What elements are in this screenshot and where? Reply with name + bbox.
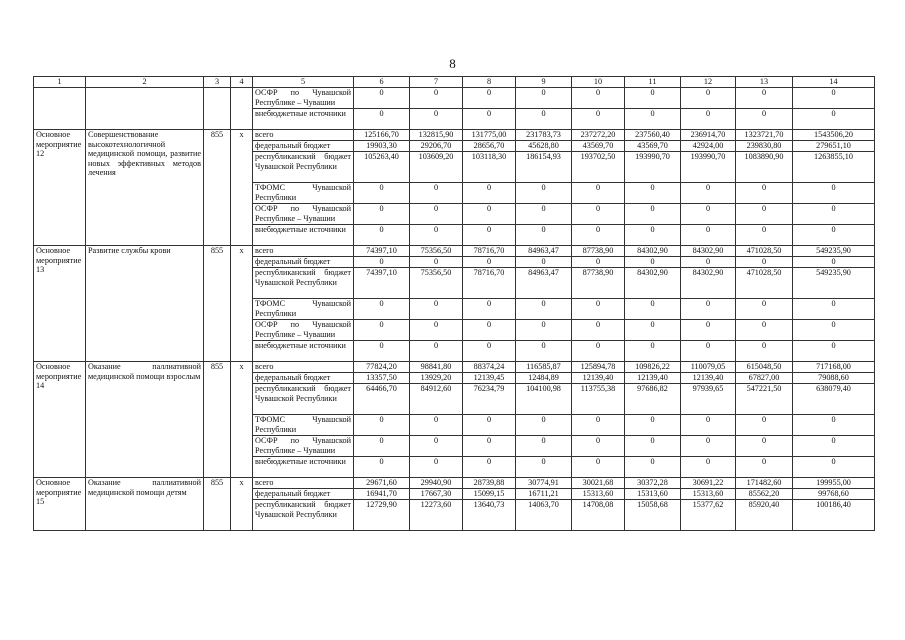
name-cell: Совершенствование высокотехнологичной медицинской помощи, развитие новых эффективных методов лечения xyxy=(86,130,204,246)
column-header: 11 xyxy=(625,77,681,88)
column-header: 3 xyxy=(204,77,231,88)
column-header: 6 xyxy=(354,77,410,88)
table-row xyxy=(34,478,875,489)
value-cell: 0 xyxy=(410,204,463,225)
value-cell: 1323721,70 xyxy=(736,130,793,141)
value-cell: 0 xyxy=(681,436,736,457)
value-cell: 0 xyxy=(793,109,875,130)
table-row xyxy=(34,88,875,109)
value-cell: 0 xyxy=(516,257,572,268)
code-cell: 855 xyxy=(204,478,231,531)
value-cell: 239830,80 xyxy=(736,141,793,152)
value-cell: 0 xyxy=(736,436,793,457)
value-cell: 104100,98 xyxy=(516,384,572,415)
value-cell: 13357,50 xyxy=(354,373,410,384)
value-cell: 99768,60 xyxy=(793,489,875,500)
code-cell: 855 xyxy=(204,130,231,246)
value-cell: 0 xyxy=(681,109,736,130)
value-cell: 15058,68 xyxy=(625,500,681,531)
value-cell: 0 xyxy=(410,320,463,341)
value-cell: 29206,70 xyxy=(410,141,463,152)
value-cell: 0 xyxy=(625,457,681,478)
value-cell: 186154,93 xyxy=(516,152,572,183)
value-cell: 0 xyxy=(463,225,516,246)
value-cell: 14708,08 xyxy=(572,500,625,531)
value-cell: 13929,20 xyxy=(410,373,463,384)
value-cell: 0 xyxy=(572,457,625,478)
funding-source: ОСФР по Чувашской Республике – Чувашии xyxy=(253,436,354,457)
measure-cell: Основное мероприятие 15 xyxy=(34,478,86,531)
value-cell: 15099,15 xyxy=(463,489,516,500)
value-cell: 0 xyxy=(793,457,875,478)
value-cell: 171482,60 xyxy=(736,478,793,489)
value-cell: 0 xyxy=(681,88,736,109)
x-cell: x xyxy=(231,130,253,246)
value-cell: 0 xyxy=(572,225,625,246)
value-cell: 0 xyxy=(681,204,736,225)
value-cell: 0 xyxy=(793,257,875,268)
value-cell: 0 xyxy=(463,320,516,341)
value-cell: 0 xyxy=(572,109,625,130)
value-cell: 12139,45 xyxy=(463,373,516,384)
value-cell: 0 xyxy=(793,88,875,109)
value-cell: 84912,60 xyxy=(410,384,463,415)
budget-table xyxy=(33,76,875,531)
value-cell: 638079,40 xyxy=(793,384,875,415)
value-cell: 0 xyxy=(681,415,736,436)
value-cell: 193702,50 xyxy=(572,152,625,183)
column-header: 13 xyxy=(736,77,793,88)
column-header: 8 xyxy=(463,77,516,88)
value-cell: 0 xyxy=(736,457,793,478)
value-cell: 12139,40 xyxy=(681,373,736,384)
value-cell: 0 xyxy=(681,320,736,341)
value-cell: 132815,90 xyxy=(410,130,463,141)
value-cell: 0 xyxy=(516,109,572,130)
value-cell: 0 xyxy=(625,436,681,457)
value-cell: 19903,30 xyxy=(354,141,410,152)
value-cell: 64466,70 xyxy=(354,384,410,415)
code-cell xyxy=(204,88,231,130)
value-cell: 0 xyxy=(410,225,463,246)
value-cell: 78716,70 xyxy=(463,246,516,257)
funding-source: республиканский бюджет Чувашской Республики xyxy=(253,152,354,183)
value-cell: 43569,70 xyxy=(572,141,625,152)
funding-source: республиканский бюджет Чувашской Республики xyxy=(253,268,354,299)
value-cell: 0 xyxy=(736,257,793,268)
value-cell: 0 xyxy=(354,257,410,268)
value-cell: 717168,00 xyxy=(793,362,875,373)
value-cell: 97686,82 xyxy=(625,384,681,415)
value-cell: 0 xyxy=(410,183,463,204)
value-cell: 0 xyxy=(516,457,572,478)
value-cell: 0 xyxy=(572,204,625,225)
value-cell: 125894,78 xyxy=(572,362,625,373)
header-row xyxy=(34,77,875,88)
value-cell: 1543506,20 xyxy=(793,130,875,141)
value-cell: 0 xyxy=(516,204,572,225)
value-cell: 116585,87 xyxy=(516,362,572,373)
value-cell: 0 xyxy=(516,341,572,362)
value-cell: 42924,00 xyxy=(681,141,736,152)
name-cell: Оказание паллиативной медицинской помощи детям xyxy=(86,478,204,531)
value-cell: 0 xyxy=(410,341,463,362)
value-cell: 549235,90 xyxy=(793,268,875,299)
value-cell: 0 xyxy=(410,257,463,268)
value-cell: 85920,40 xyxy=(736,500,793,531)
funding-source: внебюджетные источники xyxy=(253,341,354,362)
value-cell: 0 xyxy=(625,299,681,320)
value-cell: 0 xyxy=(793,204,875,225)
value-cell: 0 xyxy=(354,415,410,436)
value-cell: 0 xyxy=(516,320,572,341)
value-cell: 0 xyxy=(463,341,516,362)
table-row xyxy=(34,362,875,373)
page-number: 8 xyxy=(449,56,456,71)
value-cell: 12729,90 xyxy=(354,500,410,531)
value-cell: 0 xyxy=(463,88,516,109)
column-header: 12 xyxy=(681,77,736,88)
value-cell: 131775,00 xyxy=(463,130,516,141)
code-cell: 855 xyxy=(204,246,231,362)
value-cell: 29940,90 xyxy=(410,478,463,489)
value-cell: 30691,22 xyxy=(681,478,736,489)
value-cell: 98841,80 xyxy=(410,362,463,373)
value-cell: 0 xyxy=(354,341,410,362)
code-cell: 855 xyxy=(204,362,231,478)
value-cell: 0 xyxy=(354,183,410,204)
value-cell: 549235,90 xyxy=(793,246,875,257)
measure-cell xyxy=(34,88,86,130)
value-cell: 0 xyxy=(736,415,793,436)
funding-source: внебюджетные источники xyxy=(253,109,354,130)
column-header: 2 xyxy=(86,77,204,88)
value-cell: 30021,68 xyxy=(572,478,625,489)
value-cell: 193990,70 xyxy=(625,152,681,183)
value-cell: 87738,90 xyxy=(572,268,625,299)
value-cell: 74397,10 xyxy=(354,268,410,299)
value-cell: 28656,70 xyxy=(463,141,516,152)
value-cell: 88374,24 xyxy=(463,362,516,373)
value-cell: 0 xyxy=(572,341,625,362)
value-cell: 0 xyxy=(463,457,516,478)
value-cell: 0 xyxy=(354,320,410,341)
value-cell: 84963,47 xyxy=(516,268,572,299)
value-cell: 43569,70 xyxy=(625,141,681,152)
funding-source: всего xyxy=(253,478,354,489)
column-header: 1 xyxy=(34,77,86,88)
funding-source: ОСФР по Чувашской Республике – Чувашии xyxy=(253,320,354,341)
value-cell: 103118,30 xyxy=(463,152,516,183)
value-cell: 471028,50 xyxy=(736,246,793,257)
value-cell: 16711,21 xyxy=(516,489,572,500)
value-cell: 28739,88 xyxy=(463,478,516,489)
value-cell: 77824,20 xyxy=(354,362,410,373)
value-cell: 0 xyxy=(572,320,625,341)
value-cell: 0 xyxy=(516,225,572,246)
value-cell: 0 xyxy=(463,183,516,204)
funding-source: всего xyxy=(253,246,354,257)
value-cell: 0 xyxy=(736,183,793,204)
table-row xyxy=(34,246,875,257)
value-cell: 0 xyxy=(681,299,736,320)
value-cell: 193990,70 xyxy=(681,152,736,183)
value-cell: 75356,50 xyxy=(410,268,463,299)
value-cell: 87738,90 xyxy=(572,246,625,257)
column-header: 5 xyxy=(253,77,354,88)
value-cell: 15313,60 xyxy=(625,489,681,500)
value-cell: 237272,20 xyxy=(572,130,625,141)
value-cell: 12139,40 xyxy=(572,373,625,384)
value-cell: 0 xyxy=(516,299,572,320)
funding-source: ТФОМС Чувашской Республики xyxy=(253,299,354,320)
name-cell: Оказание паллиативной медицинской помощи взрослым xyxy=(86,362,204,478)
value-cell: 67827,00 xyxy=(736,373,793,384)
value-cell: 0 xyxy=(410,88,463,109)
value-cell: 0 xyxy=(793,183,875,204)
value-cell: 0 xyxy=(516,183,572,204)
value-cell: 0 xyxy=(463,299,516,320)
value-cell: 0 xyxy=(572,88,625,109)
value-cell: 30372,28 xyxy=(625,478,681,489)
value-cell: 0 xyxy=(625,204,681,225)
value-cell: 0 xyxy=(625,415,681,436)
value-cell: 15313,60 xyxy=(572,489,625,500)
measure-cell: Основное мероприятие 14 xyxy=(34,362,86,478)
value-cell: 0 xyxy=(625,88,681,109)
value-cell: 0 xyxy=(572,183,625,204)
funding-source: республиканский бюджет Чувашской Республики xyxy=(253,500,354,531)
value-cell: 113755,38 xyxy=(572,384,625,415)
value-cell: 0 xyxy=(354,109,410,130)
value-cell: 84302,90 xyxy=(681,268,736,299)
value-cell: 0 xyxy=(516,88,572,109)
name-cell xyxy=(86,88,204,130)
value-cell: 0 xyxy=(625,320,681,341)
value-cell: 0 xyxy=(625,225,681,246)
value-cell: 1263855,10 xyxy=(793,152,875,183)
column-header: 7 xyxy=(410,77,463,88)
value-cell: 471028,50 xyxy=(736,268,793,299)
value-cell: 0 xyxy=(625,183,681,204)
value-cell: 84302,90 xyxy=(625,246,681,257)
value-cell: 0 xyxy=(572,257,625,268)
value-cell: 0 xyxy=(681,457,736,478)
funding-source: ОСФР по Чувашской Республике – Чувашии xyxy=(253,204,354,225)
value-cell: 0 xyxy=(410,415,463,436)
funding-source: ТФОМС Чувашской Республики xyxy=(253,183,354,204)
value-cell: 0 xyxy=(410,109,463,130)
value-cell: 85562,20 xyxy=(736,489,793,500)
value-cell: 0 xyxy=(736,299,793,320)
value-cell: 0 xyxy=(793,415,875,436)
value-cell: 0 xyxy=(736,341,793,362)
value-cell: 0 xyxy=(572,415,625,436)
value-cell: 0 xyxy=(463,415,516,436)
value-cell: 78716,70 xyxy=(463,268,516,299)
value-cell: 0 xyxy=(354,88,410,109)
value-cell: 231783,73 xyxy=(516,130,572,141)
value-cell: 0 xyxy=(736,225,793,246)
value-cell: 279651,10 xyxy=(793,141,875,152)
value-cell: 0 xyxy=(354,204,410,225)
value-cell: 0 xyxy=(793,341,875,362)
value-cell: 30774,91 xyxy=(516,478,572,489)
value-cell: 109826,22 xyxy=(625,362,681,373)
funding-source: всего xyxy=(253,130,354,141)
value-cell: 0 xyxy=(681,225,736,246)
value-cell: 14063,70 xyxy=(516,500,572,531)
value-cell: 0 xyxy=(516,415,572,436)
value-cell: 547221,50 xyxy=(736,384,793,415)
value-cell: 0 xyxy=(516,436,572,457)
name-cell: Развитие службы крови xyxy=(86,246,204,362)
funding-source: федеральный бюджет xyxy=(253,373,354,384)
funding-source: ТФОМС Чувашской Республики xyxy=(253,415,354,436)
funding-source: всего xyxy=(253,362,354,373)
funding-source: республиканский бюджет Чувашской Республики xyxy=(253,384,354,415)
value-cell: 79088,60 xyxy=(793,373,875,384)
value-cell: 12484,89 xyxy=(516,373,572,384)
value-cell: 0 xyxy=(793,299,875,320)
value-cell: 84302,90 xyxy=(681,246,736,257)
value-cell: 17667,30 xyxy=(410,489,463,500)
value-cell: 236914,70 xyxy=(681,130,736,141)
value-cell: 0 xyxy=(793,225,875,246)
value-cell: 237560,40 xyxy=(625,130,681,141)
value-cell: 15377,62 xyxy=(681,500,736,531)
table-row xyxy=(34,130,875,141)
value-cell: 0 xyxy=(736,204,793,225)
value-cell: 0 xyxy=(681,257,736,268)
funding-source: внебюджетные источники xyxy=(253,225,354,246)
x-cell: x xyxy=(231,478,253,531)
funding-source: внебюджетные источники xyxy=(253,457,354,478)
value-cell: 199955,00 xyxy=(793,478,875,489)
value-cell: 75356,50 xyxy=(410,246,463,257)
column-header: 9 xyxy=(516,77,572,88)
column-header: 10 xyxy=(572,77,625,88)
value-cell: 12139,40 xyxy=(625,373,681,384)
value-cell: 0 xyxy=(410,457,463,478)
value-cell: 0 xyxy=(463,204,516,225)
value-cell: 0 xyxy=(572,436,625,457)
funding-source: ОСФР по Чувашской Республике – Чувашии xyxy=(253,88,354,109)
value-cell: 0 xyxy=(625,109,681,130)
value-cell: 0 xyxy=(354,299,410,320)
value-cell: 16941,70 xyxy=(354,489,410,500)
value-cell: 15313,60 xyxy=(681,489,736,500)
value-cell: 0 xyxy=(354,436,410,457)
value-cell: 84302,90 xyxy=(625,268,681,299)
value-cell: 0 xyxy=(463,436,516,457)
value-cell: 0 xyxy=(572,299,625,320)
value-cell: 0 xyxy=(681,183,736,204)
value-cell: 29671,60 xyxy=(354,478,410,489)
value-cell: 84963,47 xyxy=(516,246,572,257)
value-cell: 12273,60 xyxy=(410,500,463,531)
value-cell: 13640,73 xyxy=(463,500,516,531)
value-cell: 0 xyxy=(793,436,875,457)
value-cell: 100186,40 xyxy=(793,500,875,531)
funding-source: федеральный бюджет xyxy=(253,141,354,152)
column-header: 14 xyxy=(793,77,875,88)
value-cell: 103609,20 xyxy=(410,152,463,183)
value-cell: 74397,10 xyxy=(354,246,410,257)
value-cell: 0 xyxy=(463,109,516,130)
x-cell xyxy=(231,88,253,130)
value-cell: 0 xyxy=(736,88,793,109)
funding-source: федеральный бюджет xyxy=(253,257,354,268)
value-cell: 0 xyxy=(681,341,736,362)
column-header: 4 xyxy=(231,77,253,88)
value-cell: 0 xyxy=(354,225,410,246)
measure-cell: Основное мероприятие 13 xyxy=(34,246,86,362)
value-cell: 105263,40 xyxy=(354,152,410,183)
value-cell: 0 xyxy=(410,436,463,457)
value-cell: 615048,50 xyxy=(736,362,793,373)
value-cell: 45628,80 xyxy=(516,141,572,152)
value-cell: 0 xyxy=(463,257,516,268)
value-cell: 0 xyxy=(736,109,793,130)
value-cell: 1083890,90 xyxy=(736,152,793,183)
x-cell: x xyxy=(231,246,253,362)
value-cell: 0 xyxy=(736,320,793,341)
measure-cell: Основное мероприятие 12 xyxy=(34,130,86,246)
x-cell: x xyxy=(231,362,253,478)
value-cell: 76234,79 xyxy=(463,384,516,415)
value-cell: 0 xyxy=(793,320,875,341)
value-cell: 0 xyxy=(625,341,681,362)
value-cell: 125166,70 xyxy=(354,130,410,141)
value-cell: 0 xyxy=(354,457,410,478)
value-cell: 97939,65 xyxy=(681,384,736,415)
value-cell: 0 xyxy=(625,257,681,268)
value-cell: 0 xyxy=(410,299,463,320)
value-cell: 110079,05 xyxy=(681,362,736,373)
funding-source: федеральный бюджет xyxy=(253,489,354,500)
